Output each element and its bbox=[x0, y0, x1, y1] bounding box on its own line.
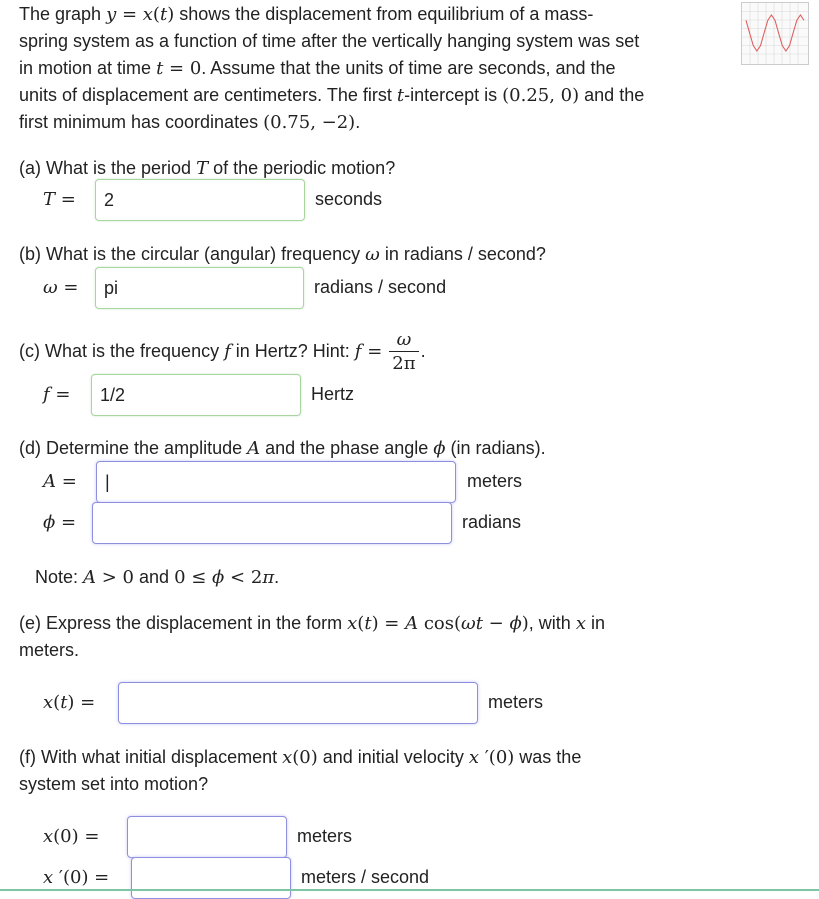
displacement-unit: meters bbox=[488, 692, 544, 712]
part-c-lhs: f = bbox=[43, 384, 71, 405]
initial-velocity-unit: meters / second bbox=[301, 867, 430, 887]
part-f-question-line-2: system set into motion? bbox=[19, 774, 209, 794]
part-a-question: (a) What is the period T of the periodic motion? bbox=[19, 158, 396, 179]
displacement-input[interactable] bbox=[118, 682, 478, 724]
initial-velocity-input[interactable] bbox=[131, 857, 291, 899]
amplitude-lhs: A = bbox=[43, 471, 77, 492]
part-e-question-line-1: (e) Express the displacement in the form x(t) = A cos(ωt − ϕ), with x in bbox=[19, 613, 605, 634]
phase-input[interactable] bbox=[92, 502, 452, 544]
part-b-lhs: ω = bbox=[43, 277, 79, 298]
phase-lhs: ϕ = bbox=[43, 512, 77, 533]
phase-unit: radians bbox=[462, 512, 522, 532]
frequency-input[interactable] bbox=[91, 374, 301, 416]
part-d-question: (d) Determine the amplitude A and the phase angle ϕ (in radians). bbox=[19, 438, 546, 459]
part-e-question-line-2: meters. bbox=[19, 640, 80, 660]
period-unit: seconds bbox=[315, 189, 383, 209]
part-f-question-line-1: (f) With what initial displacement x(0) and initial velocity x ′(0) was the bbox=[19, 747, 582, 768]
bottom-divider bbox=[0, 889, 819, 891]
part-d-note: Note: A > 0 and 0 ≤ ϕ < 2π. bbox=[35, 567, 280, 588]
intro-line-5: first minimum has coordinates (0.75, −2). bbox=[19, 112, 361, 133]
intro-line-2: spring system as a function of time after the vertically hanging system was set bbox=[19, 31, 640, 51]
intro-line-3: in motion at time t = 0. Assume that the units of time are seconds, and the bbox=[19, 58, 616, 79]
graph-thumbnail[interactable] bbox=[741, 2, 809, 65]
graph-thumbnail-svg bbox=[742, 3, 808, 64]
intro-line-4: units of displacement are centimeters. The first t-intercept is (0.25, 0) and the bbox=[19, 85, 645, 106]
initial-displacement-lhs: x(0) = bbox=[43, 826, 100, 847]
initial-velocity-lhs: x ′(0) = bbox=[43, 867, 110, 888]
part-b-question: (b) What is the circular (angular) frequency ω in radians / second? bbox=[19, 244, 546, 265]
part-c-question: (c) What is the frequency f in Hertz? Hint: f = $\frac{\omega}{2\pi}$ . bbox=[19, 328, 426, 374]
hint-fraction: $\frac{\omega}{2\pi}$ bbox=[389, 329, 418, 376]
initial-displacement-unit: meters bbox=[297, 826, 353, 846]
part-a-lhs: T = bbox=[43, 189, 76, 210]
amplitude-unit: meters bbox=[467, 471, 523, 491]
displacement-lhs: x(t) = bbox=[43, 692, 96, 713]
angular-frequency-unit: radians / second bbox=[314, 277, 447, 297]
amplitude-input[interactable] bbox=[96, 461, 456, 503]
frequency-unit: Hertz bbox=[311, 384, 355, 404]
intro-line-1: The graph y = x(t) shows the displacement from equilibrium of a mass- bbox=[19, 4, 594, 25]
initial-displacement-input[interactable] bbox=[127, 816, 287, 858]
angular-frequency-input[interactable] bbox=[95, 267, 304, 309]
period-input[interactable] bbox=[95, 179, 305, 221]
